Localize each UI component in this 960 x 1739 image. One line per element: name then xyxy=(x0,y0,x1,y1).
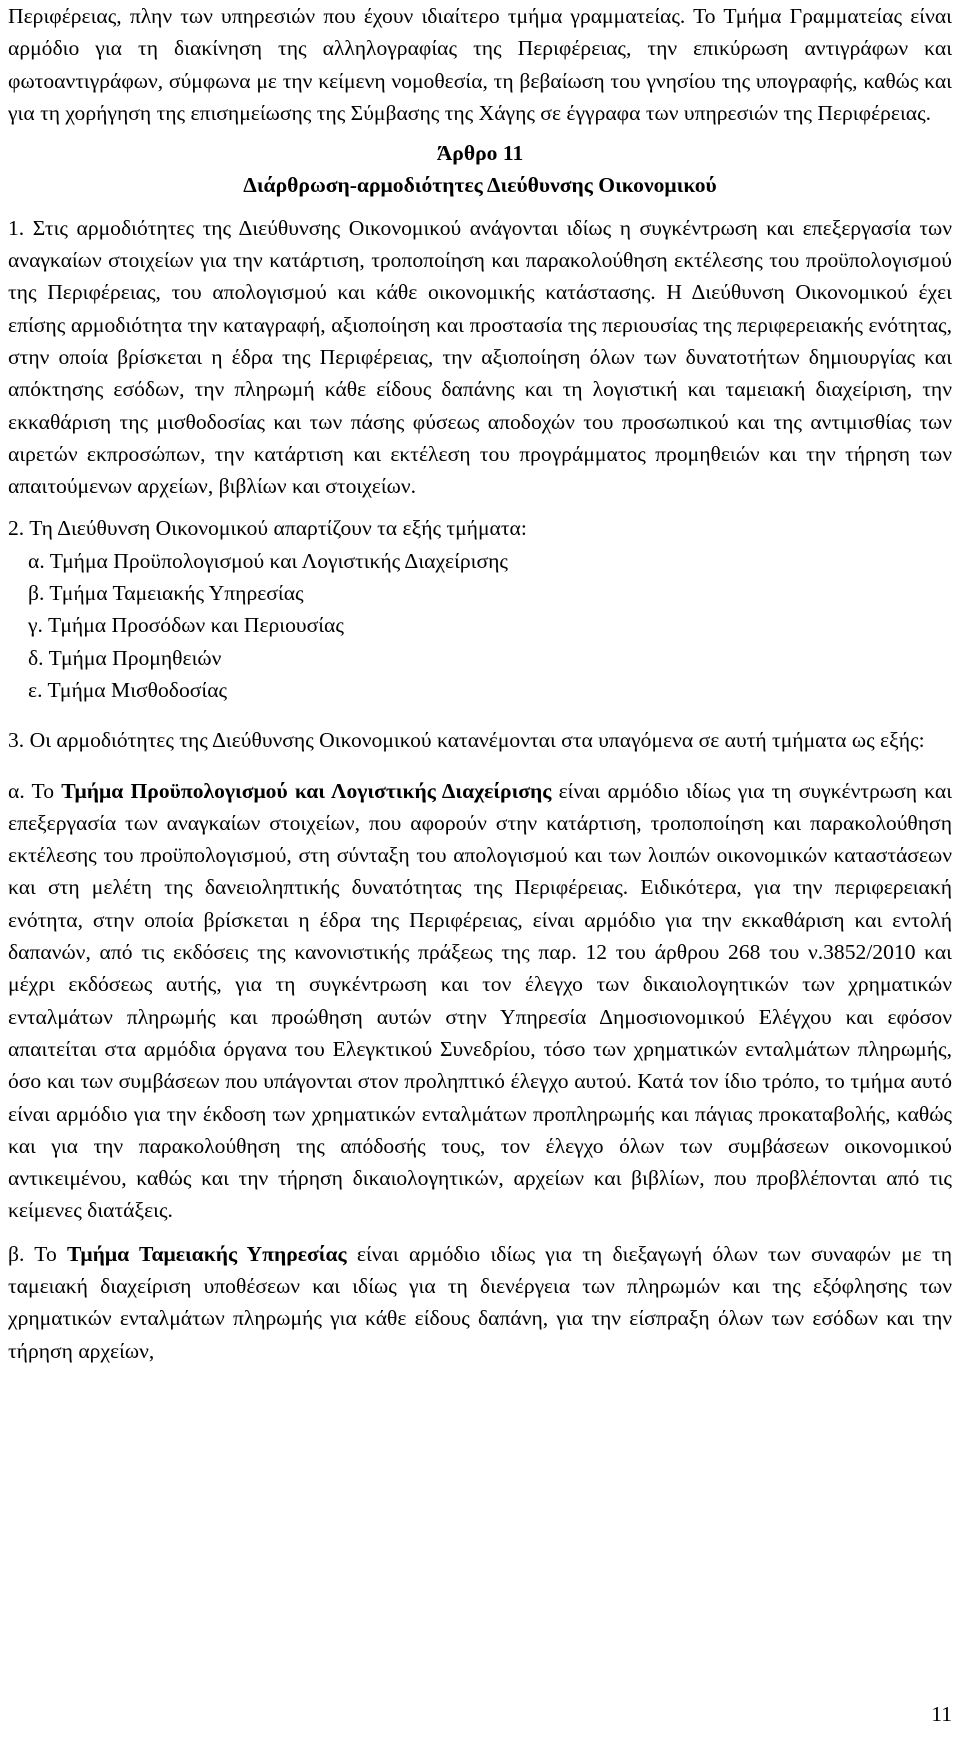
document-page xyxy=(8,0,952,1367)
list-item: γ. Τμήμα Προσόδων και Περιουσίας xyxy=(28,613,344,638)
subsection-b-prefix: β. Το xyxy=(8,1241,68,1266)
page-number: 11 xyxy=(931,1702,952,1726)
list-item: ε. Τμήμα Μισθοδοσίας xyxy=(28,677,228,702)
subsection-b-name: Τμήμα Ταμειακής Υπηρεσίας xyxy=(67,1241,347,1266)
departments-list xyxy=(8,545,952,706)
article-number: Άρθρο 11 xyxy=(436,141,524,166)
list-item: β. Τμήμα Ταμειακής Υπηρεσίας xyxy=(28,581,304,606)
paragraph-2: 2. Τη Διεύθυνση Οικονομικού απαρτίζουν τα εξής τμήματα: xyxy=(8,516,527,541)
subsection-a-text: είναι αρμόδιο ιδίως για τη συγκέντρωση και επεξεργασία των αναγκαίων στοιχείων, που αφορούν στην κατάρτιση, τροποποίηση και παρακολούθηση εκτέλεσης του προϋπολογισμού, στη σύνταξη του απολογισμού και των λοιπών οικονομικών καταστάσεων και στη μελέτη της δανειοληπτικής δυνατότητας της Περιφέρειας. Ειδικότερα, για την περιφερειακή ενότητα, στην οποία βρίσκεται η έδρα της Περιφέρειας, είναι αρμόδιο για την εκκαθάριση και εντολή δαπανών, από τις εκδόσεις της κανονιστικής πράξεως της παρ. 12 του άρθρου 268 του ν.3852/2010 και μέχρι εκδόσεως αυτής, για τη συγκέντρωση και τον έλεγχο των δικαιολογητικών των χρηματικών ενταλμάτων πληρωμής και προώθηση αυτών στην Υπηρεσία Δημοσιονομικού Ελέγχου και εφόσον απαιτείται στα αρμόδια όργανα του Ελεγκτικού Συνεδρίου, τόσο των χρηματικών ενταλμάτων πληρωμής, όσο και των συμβάσεων που υπάγονται στον προληπτικό έλεγχο αυτού. Κατά τον ίδιο τρόπο, το τμήμα αυτό είναι αρμόδιο για την έκδοση των χρηματικών ενταλμάτων προπληρωμής και πάγιας προκαταβολής, καθώς και για την παρακολούθηση της απόδοσής τους, τον έλεγχο όλων των συμβάσεων οικονομικού αντικειμένου, καθώς και την τήρηση δικαιολογητικών, αρχείων και βιβλίων, που προβλέπονται από τις κείμενες διατάξεις. xyxy=(8,778,953,1223)
intro-paragraph: Περιφέρειας, πλην των υπηρεσιών που έχουν ιδιαίτερο τμήμα γραμματείας. Το Τμήμα Γραμματείας είναι αρμόδιο για τη διακίνηση της αλληλογραφίας της Περιφέρειας, την επικύρωση αντιγράφων και φωτοαντιγράφων, σύμφωνα με την κείμενη νομοθεσία, τη βεβαίωση του γνησίου της υπογραφής, καθώς και για τη χορήγηση της επισημείωσης της Σύμβασης της Χάγης σε έγγραφα των υπηρεσιών της Περιφέρειας. xyxy=(8,4,952,125)
subsection-b-text: είναι αρμόδιο ιδίως για τη διεξαγωγή όλων των συναφών με τη ταμειακή διαχείριση υποθέσεων και ιδίως για τη διενέργεια των πληρωμών και της εξόφλησης των χρηματικών ενταλμάτων πληρωμής για κάθε είδους δαπάνη, για την είσπραξη όλων των εσόδων και την τήρηση αρχείων, xyxy=(8,1241,952,1363)
paragraph-1: 1. Στις αρμοδιότητες της Διεύθυνσης Οικονομικού ανάγονται ιδίως η συγκέντρωση και επεξεργασία των αναγκαίων στοιχείων για την κατάρτιση, τροποποίηση και παρακολούθηση εκτέλεσης του προϋπολογισμού της Περιφέρειας, του απολογισμού και κάθε οικονομικής κατάστασης. Η Διεύθυνση Οικονομικού έχει επίσης αρμοδιότητα την καταγραφή, αξιοποίηση και προστασία της περιουσίας της περιφερειακής ενότητας, στην οποία βρίσκεται η έδρα της Περιφέρειας, την αξιοποίηση όλων των δυνατοτήτων δημιουργίας και απόκτησης εσόδων, την πληρωμή κάθε είδους δαπάνης και τη λογιστική και ταμειακή διαχείριση, την εκκαθάριση της μισθοδοσίας και των πάσης φύσεως αποδοχών του προσωπικού και της αντιμισθίας των αιρετών εκπροσώπων, την κατάρτιση και εκτέλεση του προγράμματος προμηθειών και την τήρηση των απαιτούμενων αρχείων, βιβλίων και στοιχείων. xyxy=(8,215,952,499)
article-title: Διάρθρωση-αρμοδιότητες Διεύθυνσης Οικονομικού xyxy=(243,173,717,198)
subsection-b xyxy=(8,1238,952,1367)
subsection-a-prefix: α. Το xyxy=(8,778,62,803)
list-item: α. Τμήμα Προϋπολογισμού και Λογιστικής Διαχείρισης xyxy=(28,548,508,573)
list-item: δ. Τμήμα Προμηθειών xyxy=(28,645,222,670)
subsection-a xyxy=(8,775,952,1227)
paragraph-3: 3. Οι αρμοδιότητες της Διεύθυνσης Οικονομικού κατανέμονται στα υπαγόμενα σε αυτή τμήματα ως εξής: xyxy=(8,728,925,753)
subsection-a-name: Τμήμα Προϋπολογισμού και Λογιστικής Διαχείρισης xyxy=(61,778,552,803)
